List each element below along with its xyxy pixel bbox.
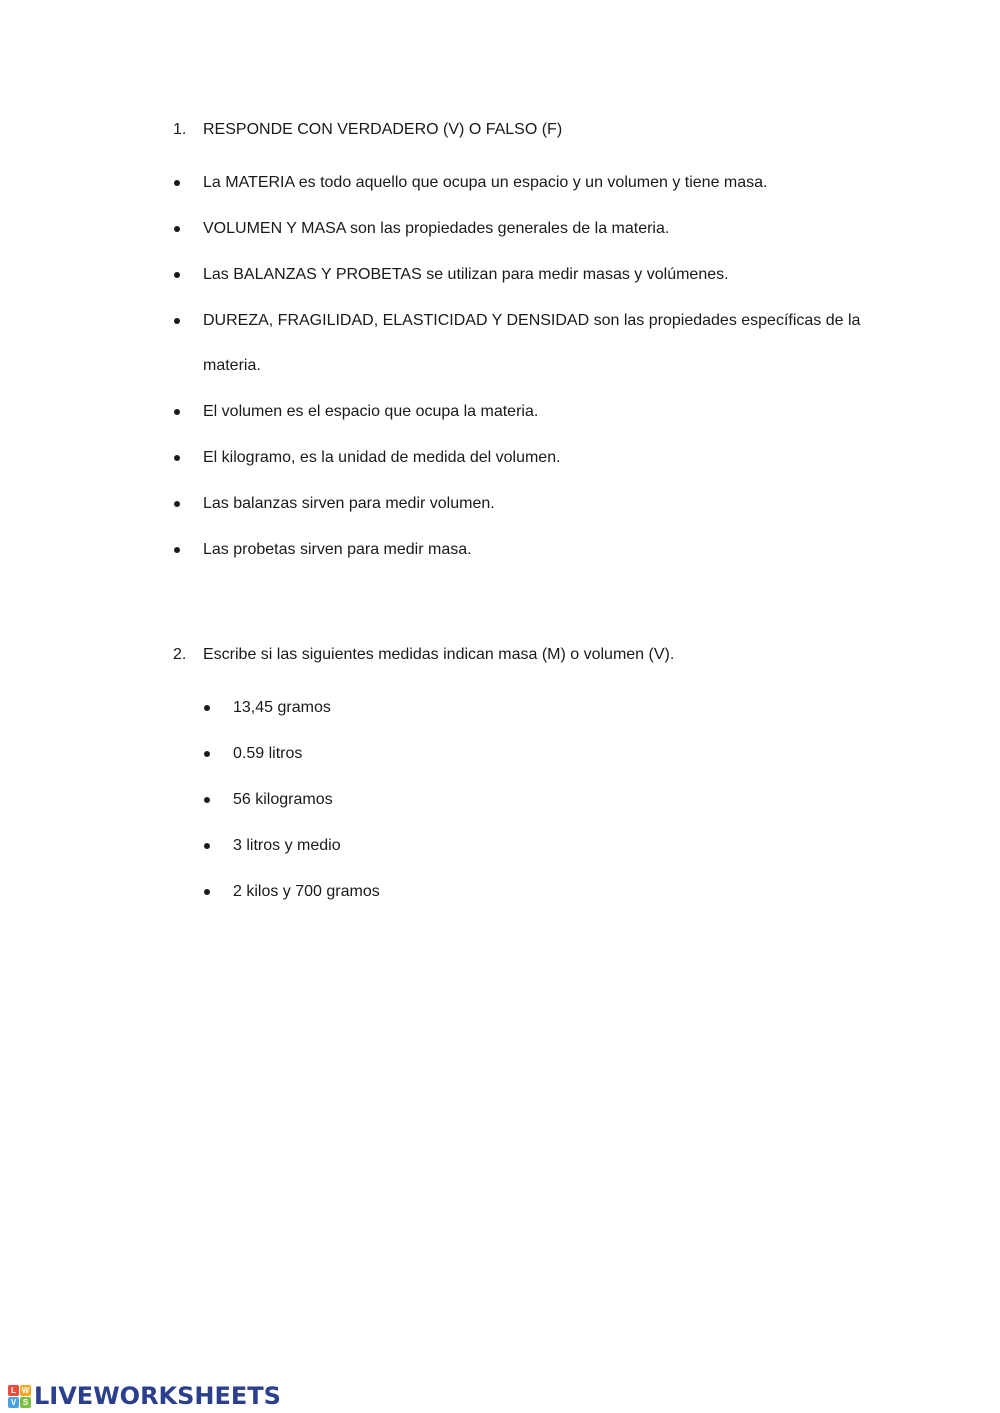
bullet-icon [174, 501, 180, 507]
bullet-icon [204, 797, 210, 803]
bullet-icon [174, 547, 180, 553]
bullet-icon [174, 455, 180, 461]
liveworksheets-logo [8, 1381, 281, 1411]
logo-blocks-icon [8, 1385, 31, 1408]
statement-3: Las BALANZAS Y PROBETAS se utilizan para medir masas y volúmenes. [203, 266, 729, 283]
bullet-icon [204, 751, 210, 757]
bullet-icon [204, 705, 210, 711]
measure-5: 2 kilos y 700 gramos [233, 883, 380, 900]
question-1-title: RESPONDE CON VERDADERO (V) O FALSO (F) [203, 121, 563, 138]
logo-text: LIVEWORKSHEETS [34, 1382, 281, 1410]
bullet-icon [174, 226, 180, 232]
logo-block: S [20, 1397, 31, 1408]
statement-4-continuation: materia. [203, 357, 261, 374]
bullet-icon [174, 318, 180, 324]
statement-4: DUREZA, FRAGILIDAD, ELASTICIDAD Y DENSIDAD son las propiedades específicas de la [203, 312, 861, 329]
bullet-icon [174, 272, 180, 278]
statement-5: El volumen es el espacio que ocupa la materia. [203, 403, 539, 420]
statement-7: Las balanzas sirven para medir volumen. [203, 495, 495, 512]
bullet-icon [204, 843, 210, 849]
statement-1: La MATERIA es todo aquello que ocupa un espacio y un volumen y tiene masa. [203, 174, 768, 191]
measure-1: 13,45 gramos [233, 699, 331, 716]
measure-3: 56 kilogramos [233, 791, 333, 808]
question-2-title: Escribe si las siguientes medidas indican masa (M) o volumen (V). [203, 646, 675, 663]
statement-2: VOLUMEN Y MASA son las propiedades generales de la materia. [203, 220, 670, 237]
measure-4: 3 litros y medio [233, 837, 341, 854]
bullet-icon [174, 180, 180, 186]
measure-2: 0.59 litros [233, 745, 303, 762]
question-1-number: 1. [173, 121, 187, 138]
bullet-icon [204, 889, 210, 895]
logo-block: W [21, 1385, 30, 1395]
statement-6: El kilogramo, es la unidad de medida del volumen. [203, 449, 561, 466]
question-2-number: 2. [173, 646, 187, 663]
logo-block: L [8, 1385, 19, 1396]
logo-block: V [8, 1397, 19, 1408]
statement-8: Las probetas sirven para medir masa. [203, 541, 472, 558]
bullet-icon [174, 409, 180, 415]
